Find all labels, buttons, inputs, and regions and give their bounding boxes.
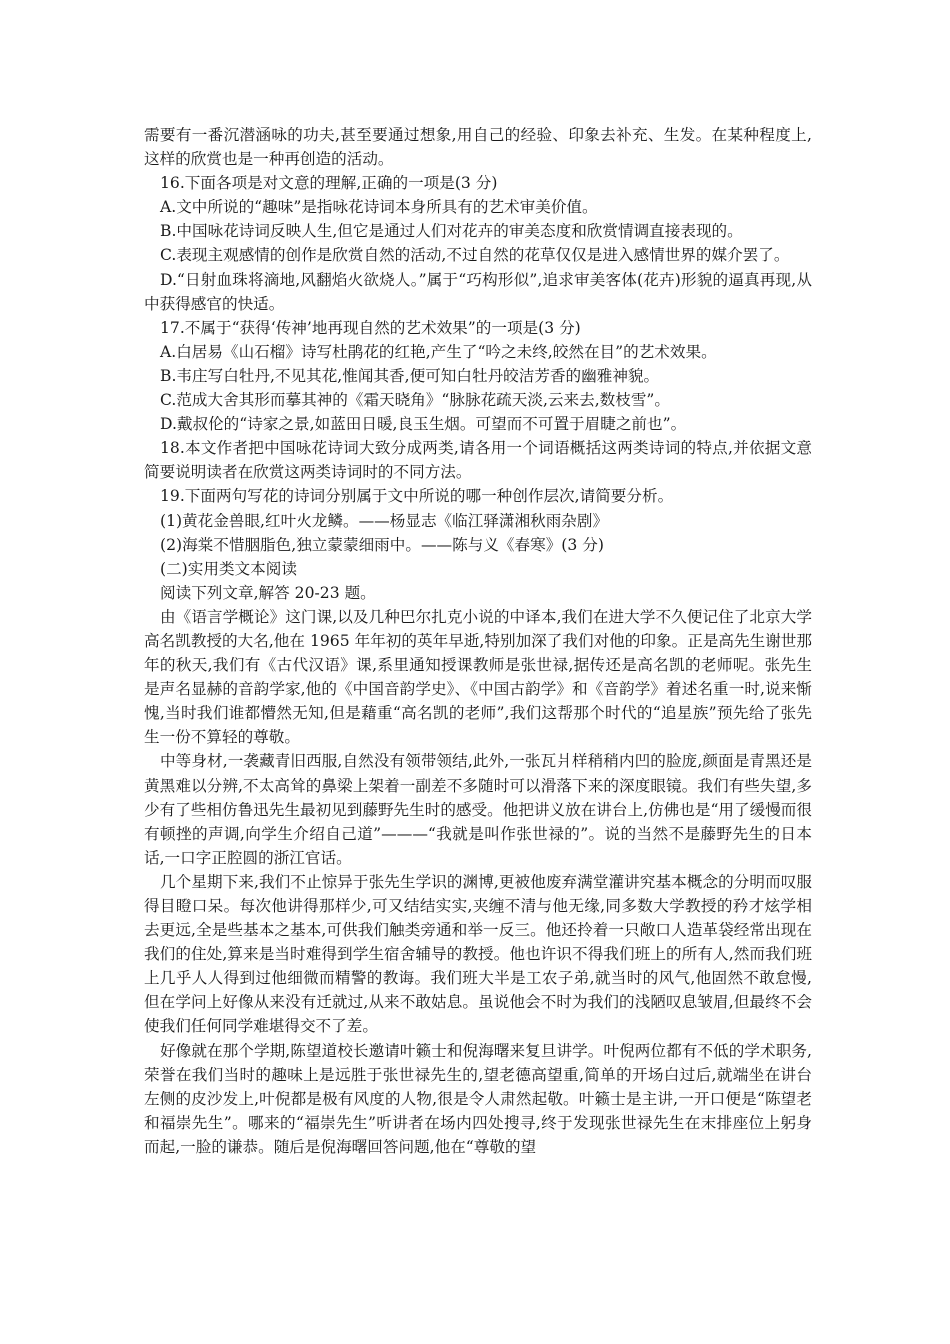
question-19-item-2: (2)海棠不惜胭脂色,独立蒙蒙细雨中。——陈与义《春寒》(3 分) <box>160 535 604 554</box>
question-16: 16.下面各项是对文意的理解,正确的一项是(3 分) <box>160 174 498 193</box>
document-body <box>144 123 812 1159</box>
question-16-option-c: C.表现主观感情的创作是欣赏自然的活动,不过自然的花草仅仅是进入感情世界的媒介罢了。 <box>160 246 790 265</box>
question-17-option-a: A.白居易《山石榴》诗写杜鹃花的红艳,产生了“吟之未终,皎然在目”的艺术效果。 <box>160 342 717 361</box>
question-16-option-b: B.中国咏花诗词反映人生,但它是通过人们对花卉的审美态度和欣赏情调直接表现的。 <box>160 222 743 241</box>
section-heading-practical-text: (二)实用类文本阅读 <box>160 559 297 578</box>
reading-instruction: 阅读下列文章,解答 20-23 题。 <box>160 583 376 602</box>
question-16-option-a: A.文中所说的“趣味”是指咏花诗词本身所具有的艺术审美价值。 <box>160 198 598 217</box>
article-paragraph-4: 好像就在那个学期,陈望道校长邀请叶籁士和倪海曙来复旦讲学。叶倪两位都有不低的学术职务,荣誉在我们当时的趣味上是远胜于张世禄先生的,望老德高望重,简单的开场白过后,就端坐在讲台左侧的皮沙发上,叶倪都是极有风度的人物,很是令人肃然起敬。叶籁士是主讲,一开口便是“陈望老和福崇先生”。哪来的“福崇先生”听讲者在场内四处搜寻,终于发现张世禄先生在末排座位上躬身而起,一脸的谦恭。随后是倪海曙回答问题,他在“尊敬的望 <box>144 1041 812 1156</box>
question-17-option-c: C.范成大舍其形而摹其神的《霜天晓角》“脉脉花疏天淡,云来去,数枝雪”。 <box>160 391 671 410</box>
question-19-item-1: (1)黄花金兽眼,红叶火龙鳞。——杨显志《临江驿潇湘秋雨杂剧》 <box>160 511 609 530</box>
paragraph-intro-continuation: 需要有一番沉潜涵咏的功夫,甚至要通过想象,用自己的经验、印象去补充、生发。在某种程度上,这样的欣赏也是一种再创造的活动。 <box>144 126 812 169</box>
question-16-option-d: D.“日射血珠将滴地,风翻焰火欲烧人。”属于“巧构形似”,追求审美客体(花卉)形貌的逼真再现,从中获得感官的快适。 <box>144 270 812 313</box>
question-17-option-d: D.戴叔伦的“诗家之景,如蓝田日暖,良玉生烟。可望而不可置于眉睫之前也”。 <box>160 415 687 434</box>
question-19: 19.下面两句写花的诗词分别属于文中所说的哪一种创作层次,请简要分析。 <box>160 487 674 506</box>
article-paragraph-2: 中等身材,一袭藏青旧西服,自然没有领带领结,此外,一张瓦爿样稍稍内凹的脸庞,颜面是青黑还是黄黑难以分辨,不太高耸的鼻梁上架着一副差不多随时可以滑落下来的深度眼镜。我们有些失望,多少有了些相仿鲁迅先生最初见到藤野先生时的感受。他把讲义放在讲台上,仿佛也是“用了缓慢而很有顿挫的声调,向学生介绍自己道”———“我就是叫作张世禄的”。说的当然不是藤野先生的日本话,一口字正腔圆的浙江官话。 <box>144 752 812 867</box>
article-paragraph-1: 由《语言学概论》这门课,以及几种巴尔扎克小说的中译本,我们在进大学不久便记住了北京大学高名凯教授的大名,他在 1965 年年初的英年早逝,特别加深了我们对他的印象。正是高先生谢世那年的秋天,我们有《古代汉语》课,系里通知授课教师是张世禄,据传还是高名凯的老师呢。张先生是声名显赫的音韵学家,他的《中国音韵学史》、《中国古韵学》和《音韵学》着述名重一时,说来惭愧,当时我们谁都懵然无知,但是藉重“高名凯的老师”,我们这帮那个时代的“追星族”预先给了张先生一份不算轻的尊敬。 <box>144 607 812 747</box>
question-17-option-b: B.韦庄写白牡丹,不见其花,惟闻其香,便可知白牡丹皎洁芳香的幽雅神貌。 <box>160 366 660 385</box>
article-paragraph-3: 几个星期下来,我们不止惊异于张先生学识的渊博,更被他废弃满堂灌讲究基本概念的分明而叹服得目瞪口呆。每次他讲得那样少,可又结结实实,夹缠不清与他无缘,同多数大学教授的矜才炫学相去更远,全是些基本之基本,可供我们触类旁通和举一反三。他还拎着一只敞口人造革袋经常出现在我们的住处,算来是当时难得到学生宿舍辅导的教授。他也许识不得我们班上的所有人,然而我们班上几乎人人得到过他细微而精警的教诲。我们班大半是工农子弟,就当时的风气,他固然不敢怠慢,但在学问上好像从来没有迁就过,从来不敢姑息。虽说他会不时为我们的浅陋叹息皱眉,但最终不会使我们任何同学难堪得交不了差。 <box>144 872 812 1036</box>
question-18: 18.本文作者把中国咏花诗词大致分成两类,请各用一个词语概括这两类诗词的特点,并依据文意简要说明读者在欣赏这两类诗词时的不同方法。 <box>144 439 812 482</box>
question-17: 17.不属于“获得‘传神’地再现自然的艺术效果”的一项是(3 分) <box>160 318 581 337</box>
